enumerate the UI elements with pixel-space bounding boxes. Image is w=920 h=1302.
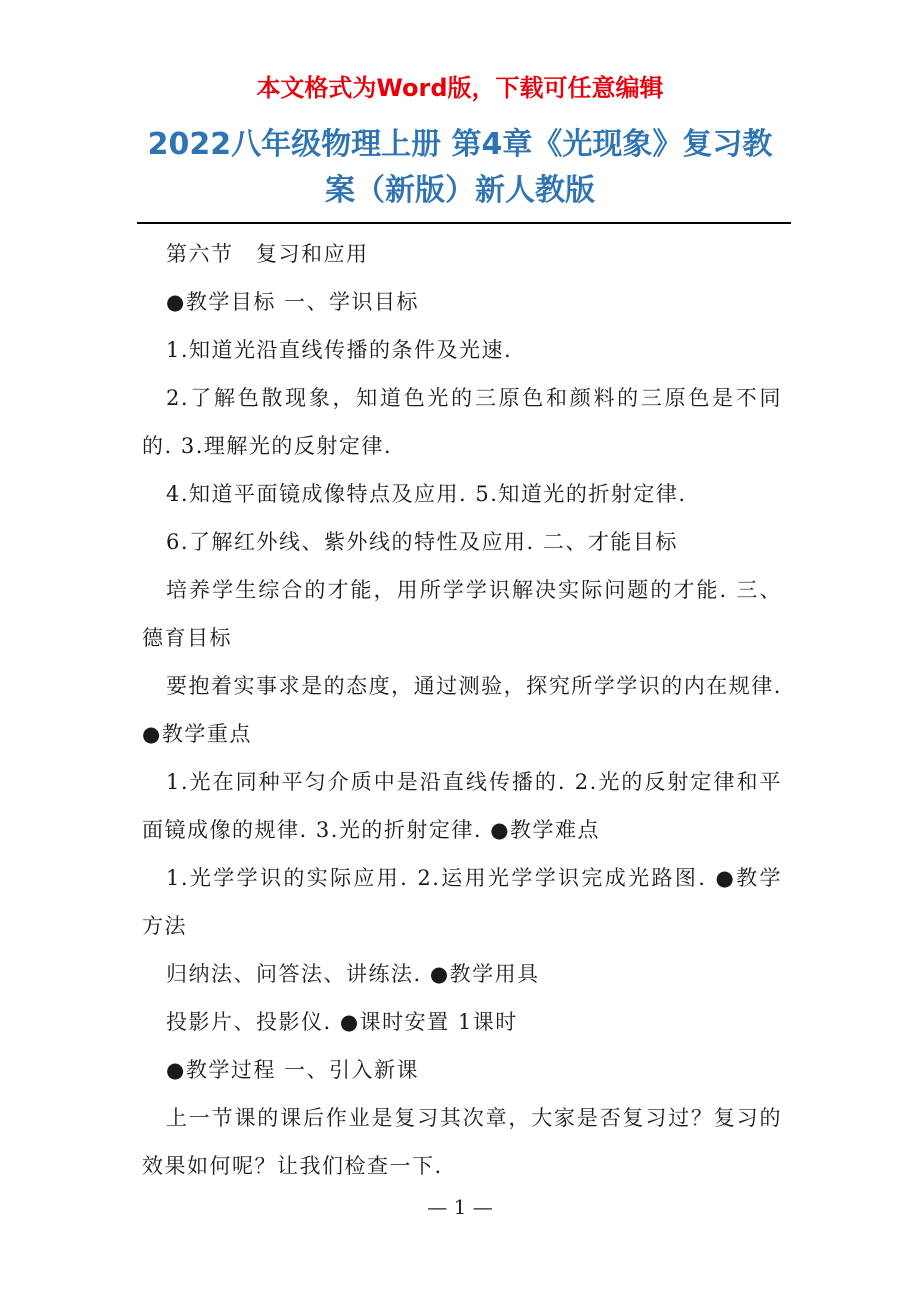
document-body xyxy=(142,230,782,1190)
paragraph: 上一节课的课后作业是复习其次章，大家是否复习过？复习的效果如何呢？让我们检查一下. xyxy=(142,1106,782,1178)
paragraph: 1.知道光沿直线传播的条件及光速. xyxy=(166,338,513,362)
document-title: 2022八年级物理上册 第4章《光现象》复习教案（新版）新人教版 xyxy=(147,127,773,208)
page-number: — 1 — xyxy=(427,1195,493,1219)
paragraph: 归纳法、问答法、讲练法. ●教学用具 xyxy=(166,962,540,986)
paragraph: ●教学过程 一、引入新课 xyxy=(166,1058,419,1082)
paragraph: 培养学生综合的才能，用所学学识解决实际问题的才能. 三、德育目标 xyxy=(142,578,782,650)
paragraph: 6.了解红外线、紫外线的特性及应用. 二、才能目标 xyxy=(166,530,678,554)
section-heading: 第六节 复习和应用 xyxy=(166,242,369,266)
paragraph: 2.了解色散现象，知道色光的三原色和颜料的三原色是不同的. 3.理解光的反射定律. xyxy=(142,386,782,458)
paragraph: 4.知道平面镜成像特点及应用. 5.知道光的折射定律. xyxy=(166,482,687,506)
paragraph: 要抱着实事求是的态度，通过测验，探究所学学识的内在规律. ●教学重点 xyxy=(142,674,782,746)
paragraph: ●教学目标 一、学识目标 xyxy=(166,290,419,314)
paragraph: 投影片、投影仪. ●课时安置 1课时 xyxy=(166,1010,518,1034)
paragraph: 1.光在同种平匀介质中是沿直线传播的. 2.光的反射定律和平面镜成像的规律. 3.光的折射定律. ●教学难点 xyxy=(142,770,782,842)
paragraph: 1.光学学识的实际应用. 2.运用光学学识完成光路图. ●教学方法 xyxy=(142,866,782,938)
title-divider xyxy=(137,222,791,224)
format-notice: 本文格式为Word版，下载可任意编辑 xyxy=(256,74,664,102)
